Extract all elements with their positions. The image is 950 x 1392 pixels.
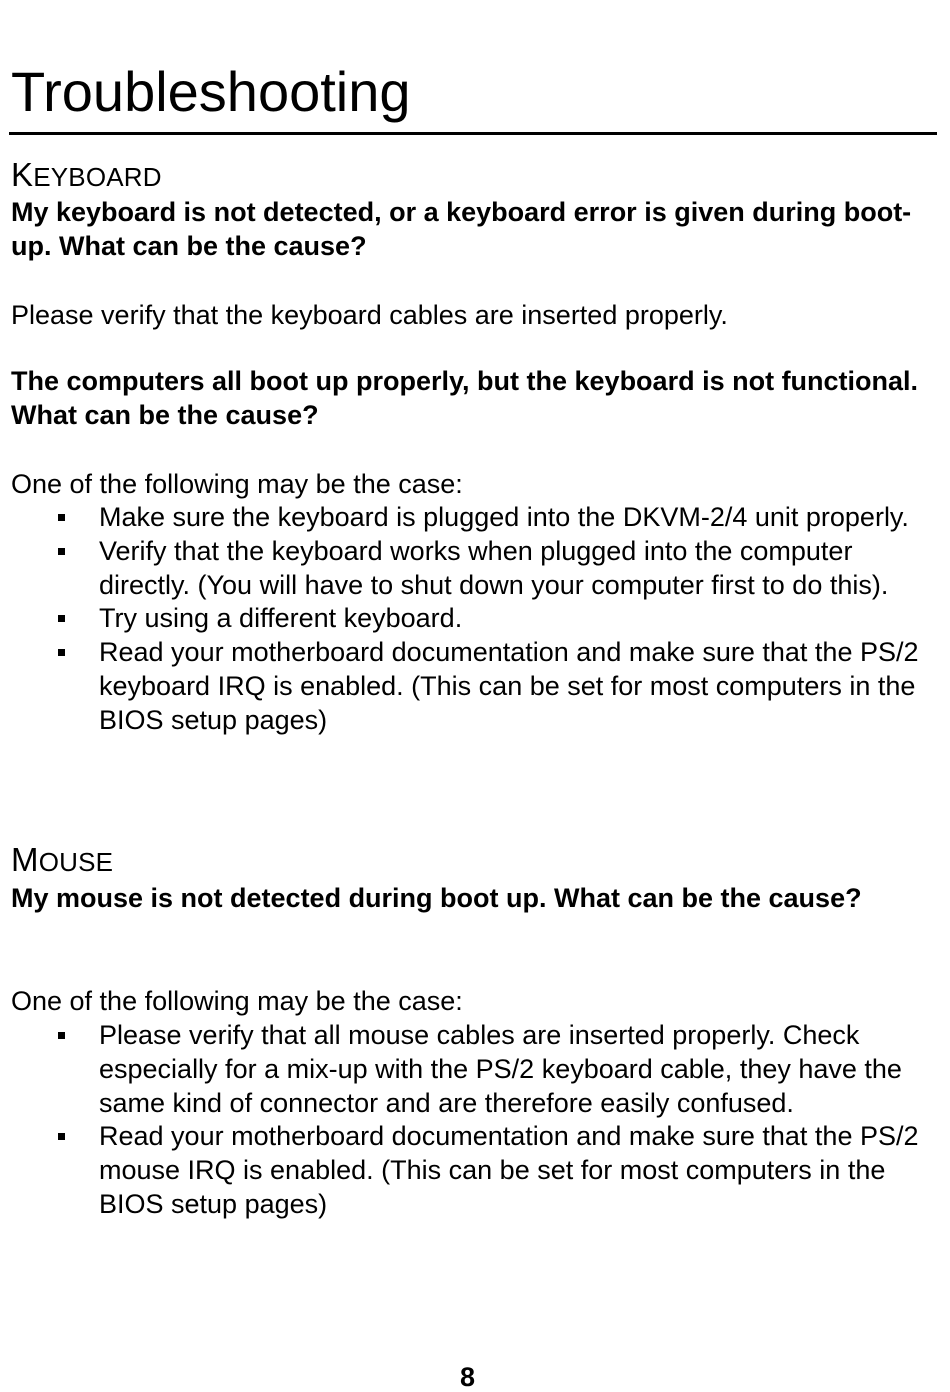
- list-item: [11, 535, 935, 603]
- section-heading-rest: OUSE: [38, 847, 114, 877]
- square-bullet-icon: [58, 615, 65, 622]
- list-item-text: Read your motherboard documentation and make sure that the PS/2 mouse IRQ is enabled. (This can be set for most computers in the BIOS setup pages): [99, 1121, 919, 1219]
- section-heading-initial: M: [11, 841, 39, 878]
- square-bullet-icon: [58, 548, 65, 555]
- faq-question: The computers all boot up properly, but the keyboard is not functional. What can be the cause?: [11, 366, 919, 430]
- list-item: [11, 1019, 935, 1120]
- faq-answer-intro: One of the following may be the case:: [11, 469, 463, 499]
- bullet-list-mouse: [11, 1019, 935, 1222]
- bullet-list-keyboard: [11, 501, 935, 738]
- list-item-text: Try using a different keyboard.: [99, 603, 463, 634]
- list-item: [11, 1120, 935, 1221]
- square-bullet-icon: [58, 1032, 65, 1039]
- list-item-text: Please verify that all mouse cables are inserted properly. Check especially for a mix-up with the PS/2 keyboard cable, they have the same kind of connector and are therefore easily confused.: [99, 1020, 902, 1118]
- faq-answer: Please verify that the keyboard cables are inserted properly.: [11, 300, 728, 330]
- section-heading-mouse: [11, 843, 113, 876]
- list-item-text: Read your motherboard documentation and make sure that the PS/2 keyboard IRQ is enabled. (This can be set for most computers in the BIOS setup pages): [99, 637, 919, 735]
- square-bullet-icon: [58, 514, 65, 521]
- square-bullet-icon: [58, 1133, 65, 1140]
- faq-answer-intro: One of the following may be the case:: [11, 986, 463, 1016]
- list-item-text: Make sure the keyboard is plugged into the DKVM-2/4 unit properly.: [99, 502, 909, 532]
- section-heading-keyboard: [11, 158, 162, 191]
- page-title: Troubleshooting: [11, 60, 411, 123]
- list-item: [11, 501, 935, 535]
- faq-question: My keyboard is not detected, or a keyboard error is given during boot-up. What can be the cause?: [11, 197, 912, 261]
- title-underline: [9, 132, 937, 135]
- square-bullet-icon: [58, 649, 65, 656]
- page-number: 8: [460, 1362, 476, 1392]
- section-heading-initial: K: [11, 156, 34, 193]
- list-item-text: Verify that the keyboard works when plugged into the computer directly. (You will have to shut down your computer first to do this).: [99, 535, 889, 600]
- section-heading-rest: EYBOARD: [33, 162, 162, 192]
- faq-question: My mouse is not detected during boot up. What can be the cause?: [11, 883, 862, 913]
- list-item: [11, 636, 935, 737]
- list-item: [11, 602, 935, 636]
